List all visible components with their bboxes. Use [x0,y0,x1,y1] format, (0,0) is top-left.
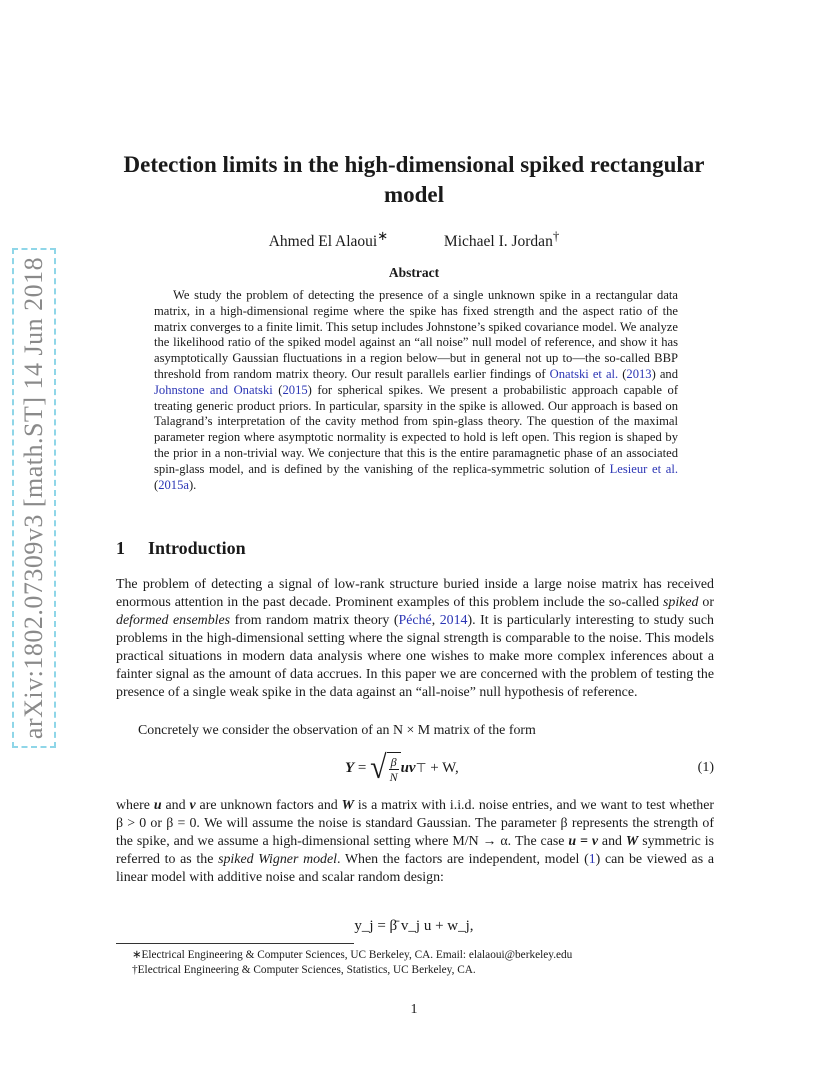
section-number: 1 [116,538,125,558]
citation-year-link[interactable]: 2014 [439,613,468,628]
section-title: Introduction [148,538,246,558]
sqrt-symbol: √ $\frac{\beta}{N}$ [370,752,400,784]
arxiv-stamp [12,248,56,748]
arxiv-id: arXiv:1802.07309v3 [math.ST] 14 Jun 2018 [19,256,48,740]
paper-title: Detection limits in the high-dimensional spiked rectangular model [123,152,705,207]
citation-year-link[interactable]: 2015a [158,477,189,492]
abstract-heading: Abstract [388,265,440,280]
page-number: 1 [410,1002,418,1017]
footnote-2: †Electrical Engineering & Computer Sciences, Statistics, UC Berkeley, CA. [132,964,476,976]
footnote-1: ∗Electrical Engineering & Computer Sciences, UC Berkeley, CA. Email: elalaoui@berkeley.edu [132,949,573,961]
footnote-rule [116,943,354,944]
citation-link[interactable]: Onatski et al. [549,366,619,381]
section-heading [116,538,246,559]
footnotes [132,948,712,978]
equation-ref-link[interactable]: 1 [588,852,596,867]
intro-paragraph-2: Concretely we consider the observation of an N × M matrix of the form [138,723,536,738]
author-1: Ahmed El Alaoui∗ [268,228,389,251]
citation-year-link[interactable]: 2015 [282,382,308,397]
equation-2: y_j = β̄ v_j u + w_j, [354,918,474,934]
citation-link[interactable]: Johnstone and Onatski [154,382,273,397]
intro-paragraph-3: where u and v are unknown factors and W is a matrix with i.i.d. noise entries, and we want to test whether β > 0 or β = 0. We will assume the noise is standard Gaussian. The parameter β represents the strength of the spike, and we assume a high-dimensional setting where M/N → α. The case u = v and W symmetric is referred to as the spiked Wigner model. When the factors are independent, model (1) can be viewed as a linear model with additive noise and scalar random design: [116,798,715,885]
citation-year-link[interactable]: 2013 [626,366,652,381]
equation-1: Y = √ $\frac{\beta}{N}$ uv ⊤ + W, [345,749,459,786]
equation-number: (1) [697,760,714,775]
abstract-body: We study the problem of detecting the presence of a single unknown spike in a rectangular data matrix, in a high-dimensional regime where the spike has fixed strength and the aspect ratio of the matrix converges to a finite limit. This setup includes Johnstone’s spiked covariance model. We analyze the likelihood ratio of the spiked model against an “all noise” null model of reference, and show it has asymptotically Gaussian fluctuations in a region below—but in general not up to—the so-called BBP threshold from random matrix theory. Our result parallels earlier findings of Onatski et al. (2013) and Johnstone and Onatski (2015) for spherical spikes. We present a probabilistic approach capable of treating generic product priors. In particular, sparsity in the spike is allowed. Our approach is based on Talagrand’s interpretation of the cavity method from spin-glass theory. The question of the maximal parameter region where asymptotic normality is expected to hold is left open. This region is shaped by the prior in a non-trivial way. We conjecture that this is the entire paramagnetic phase of an associated spin-glass model, and is defined by the vanishing of the replica-symmetric solution of Lesieur et al. (2015a). [154,288,679,492]
intro-paragraph-1: The problem of detecting a signal of low-rank structure buried inside a large noise matrix has received enormous attention in the past decade. Prominent examples of this problem include the so-called spiked or deformed ensembles from random matrix theory (Péché, 2014). It is particularly interesting to study such problems in the high-dimensional setting where the signal strength is comparable to the noise. This models practical situations in modern data analysis where one wishes to make more complex inferences about a fainter signal as the amount of data accrues. In this paper we are concerned with the problem of testing the presence of a single weak spike in the data against an “all-noise” null hypothesis of reference. [116,577,714,700]
citation-link[interactable]: Lesieur et al. [609,461,678,476]
author-list [0,228,828,251]
citation-link[interactable]: Péché [398,613,432,628]
author-2: Michael I. Jordan† [443,228,560,251]
